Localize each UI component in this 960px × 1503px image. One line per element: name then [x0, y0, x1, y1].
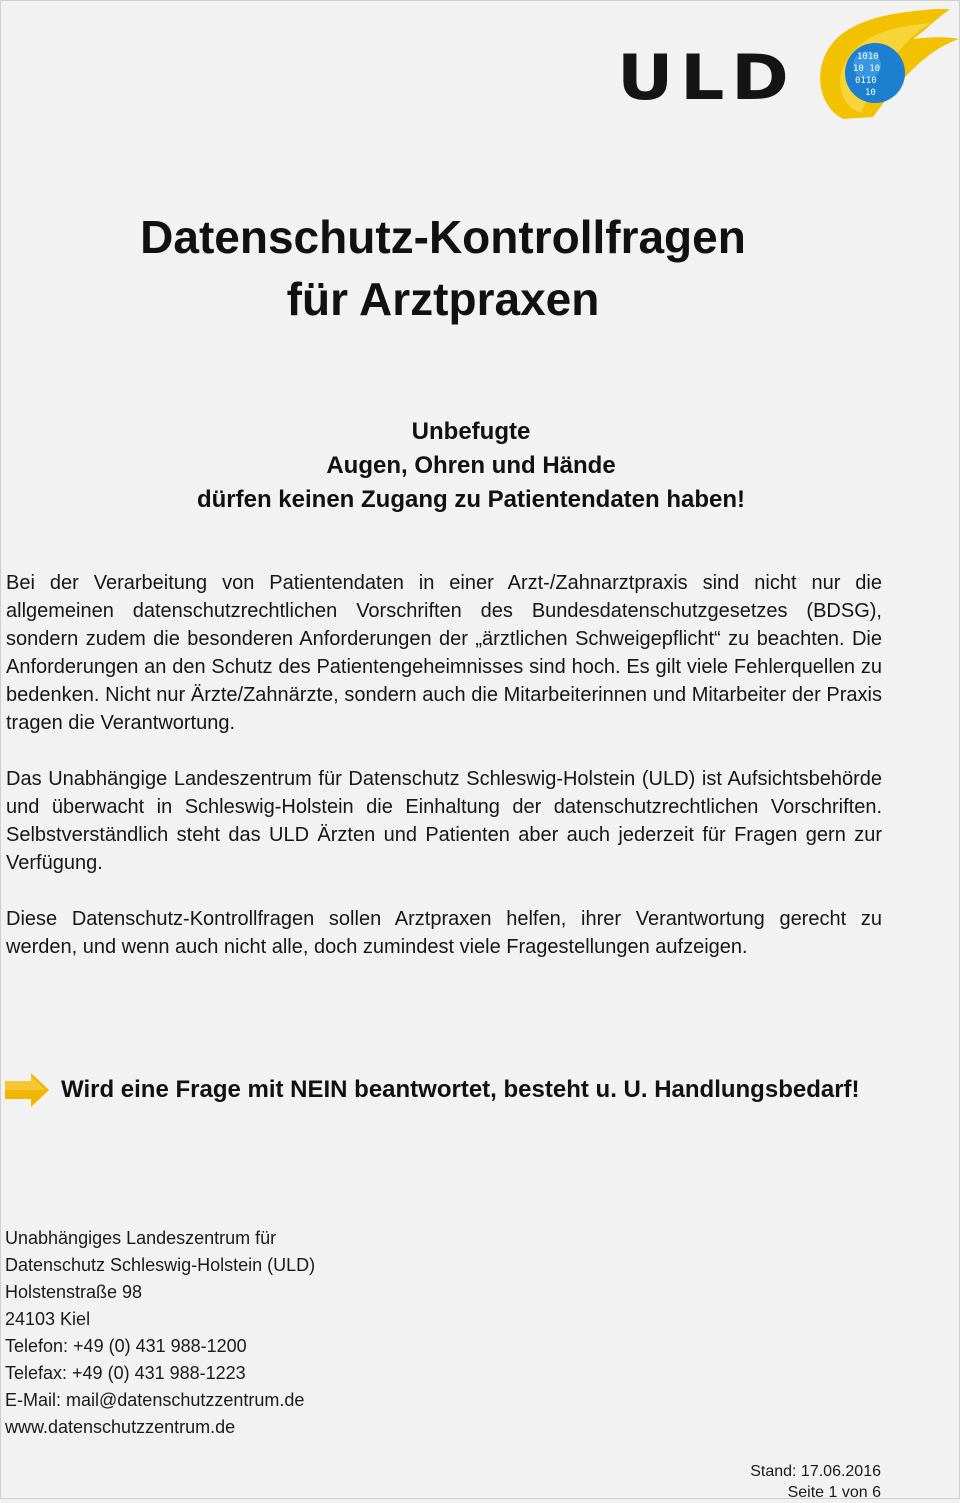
callout-text: Wird eine Frage mit NEIN beantwortet, besteht u. U. Handlungsbedarf!	[61, 1076, 860, 1103]
subtitle-line-2: Augen, Ohren und Hände	[326, 452, 616, 479]
page-footer	[750, 1461, 881, 1503]
subtitle-line-1: Unbefugte	[411, 418, 531, 445]
purpose-paragraph: Diese Datenschutz-Kontrollfragen sollen Arztpraxen helfen, ihrer Verantwortung gerecht zu werden, und wenn auch nicht alle, doch zumindest viele Fragestellungen aufzeigen.	[6, 908, 882, 958]
title-line-2: für Arztpraxen	[286, 273, 600, 325]
body-text	[6, 569, 882, 989]
uld-logo	[613, 9, 960, 127]
subtitle-line-3: dürfen keinen Zugang zu Patientendaten haben!	[196, 486, 746, 513]
uld-paragraph: Das Unabhängige Landeszentrum für Datenschutz Schleswig-Holstein (ULD) ist Aufsichtsbehörde und überwacht in Schleswig-Holstein die Einhaltung der datenschutzrechtlichen Vorschriften. Selbstverständlich steht das ULD Ärzten und Patienten aber auch jederzeit für Fragen gern zur Verfügung.	[6, 768, 882, 874]
title-line-1: Datenschutz-Kontrollfragen	[140, 211, 746, 263]
address-email[interactable]: E-Mail: mail@datenschutzzentrum.de	[5, 1390, 305, 1410]
footer-date: Stand: 17.06.2016	[750, 1463, 881, 1480]
intro-paragraph: Bei der Verarbeitung von Patientendaten in einer Arzt-/Zahnarztpraxis sind nicht nur die allgemeinen datenschutzrechtlichen Vorschriften des Bundesdatenschutzgesetzes (BDSG), sondern zudem die besonderen Anforderungen der „ärztlichen Schweigepflicht“ zu beachten. Die Anforderungen an den Schutz des Patientengeheimnisses sind hoch. Es gilt viele Fehlerquellen zu bedenken. Nicht nur Ärzte/Zahnärzte, sondern auch die Mitarbeiterinnen und Mitarbeiter der Praxis tragen die Verantwortung.	[6, 572, 882, 734]
address-org-line-2: Datenschutz Schleswig-Holstein (ULD)	[5, 1255, 316, 1275]
globe-digits-3: 0110	[855, 76, 877, 86]
address-city: 24103 Kiel	[5, 1309, 91, 1329]
subtitle	[1, 415, 941, 517]
address-street: Holstenstraße 98	[5, 1282, 143, 1302]
address-block	[5, 1225, 315, 1441]
page-title	[1, 206, 885, 330]
globe-digits-2: 10 10	[853, 64, 881, 74]
globe-digits-1: 1010	[857, 52, 879, 62]
footer-page-number: Seite 1 von 6	[787, 1484, 881, 1501]
callout-note	[5, 1071, 955, 1111]
logo-wordmark: ULD	[617, 41, 796, 114]
address-org-line-1: Unabhängiges Landeszentrum für	[5, 1228, 277, 1248]
globe-swoosh-icon	[813, 9, 960, 127]
globe-digits-4: 10	[865, 88, 876, 98]
arrow-right-icon	[5, 1073, 49, 1107]
address-phone: Telefon: +49 (0) 431 988-1200	[5, 1336, 247, 1356]
address-website[interactable]: www.datenschutzzentrum.de	[5, 1417, 236, 1437]
address-fax: Telefax: +49 (0) 431 988-1223	[5, 1363, 246, 1383]
